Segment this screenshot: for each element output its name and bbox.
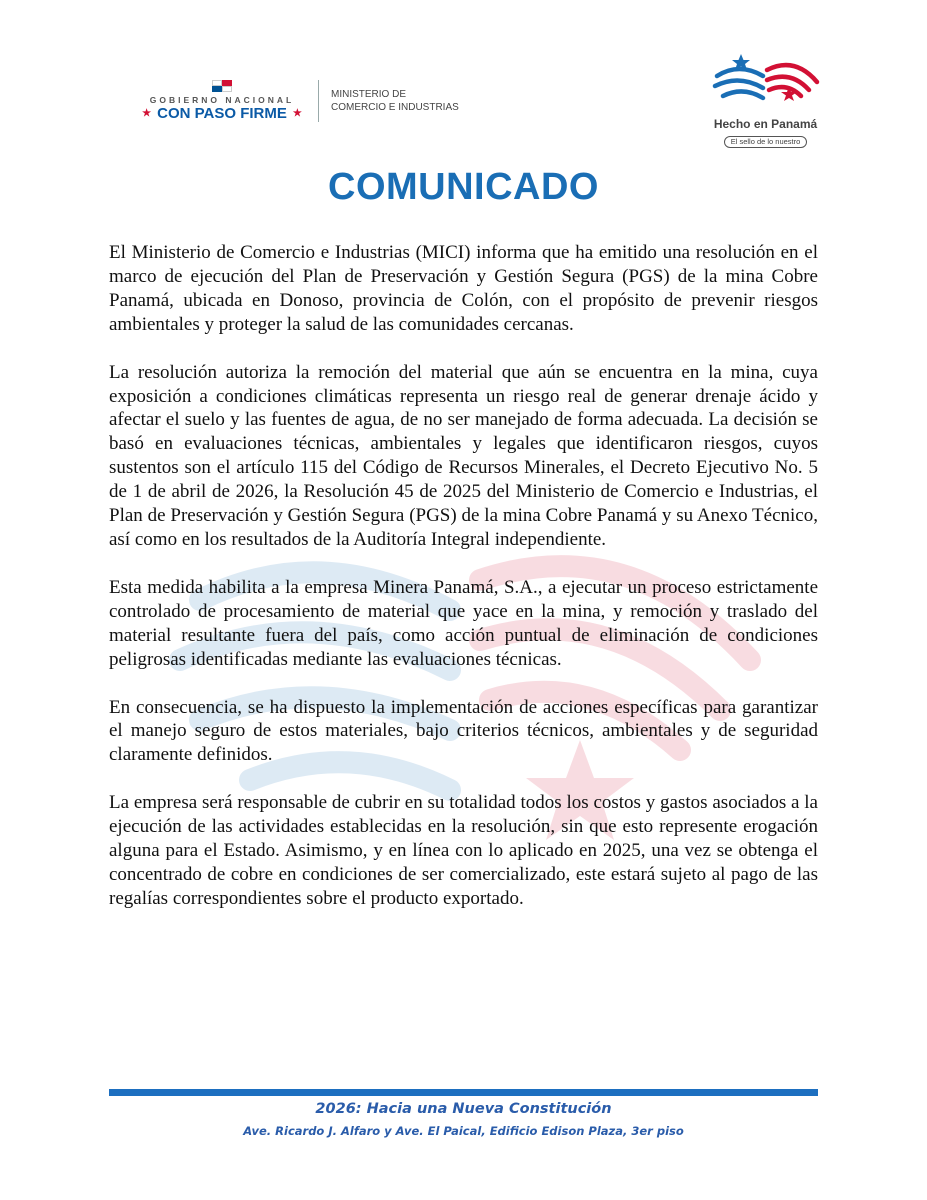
brand-title: Hecho en Panamá: [713, 117, 818, 131]
gobierno-nacional-logo: [138, 80, 306, 122]
brand-tagline: El sello de lo nuestro: [724, 136, 808, 148]
footer-motto: 2026: Hacia una Nueva Constitución: [315, 1101, 612, 1117]
ministry-line2: COMERCIO E INDUSTRIAS: [331, 102, 459, 113]
paragraph: Esta medida habilita a la empresa Minera Panamá, S.A., a ejecutar un proceso estrictamente controlado de procesamiento de material que yace en la mina, y remoción y traslado del material resultante fuera del país, como acción puntual de eliminación de condiciones peligrosas identificadas mediante las evaluaciones técnicas.: [109, 576, 818, 670]
star-icon: ★: [142, 108, 152, 119]
paragraph: La resolución autoriza la remoción del material que aún se encuentra en la mina, cuya exposición a condiciones climáticas representa un riesgo real de generar drenaje ácido y afectar el suelo y las fuentes de agua, de no ser manejado de forma adecuada. La decisión se basó en evaluaciones técnicas, ambientales y legales que identificaron riesgos, cuyos sustentos son el artículo 115 del Código de Recursos Minerales, el Decreto Ejecutivo No. 5 de 1 de abril de 2026, la Resolución 45 de 2025 del Ministerio de Comercio e Industrias, el Plan de Preservación y Gestión Segura (PGS) de la mina Cobre Panamá y su Anexo Técnico, así como en los resultados de la Auditoría Integral independiente.: [109, 361, 818, 550]
gov-line2-wrap: [142, 105, 302, 122]
gov-line2: CON PASO FIRME: [157, 105, 287, 122]
hecho-en-panama-emblem-icon: [711, 52, 821, 110]
ministry-name: [331, 88, 459, 114]
page-title: COMUNICADO: [328, 166, 599, 208]
paragraph: En consecuencia, se ha dispuesto la implementación de acciones específicas para garantizar el manejo seguro de estos materiales, bajo criterios técnicos, ambientales y de seguridad claramente definidos.: [109, 696, 818, 766]
footer-divider: [109, 1089, 818, 1096]
ministry-line1: MINISTERIO DE: [331, 89, 407, 100]
paragraph: La empresa será responsable de cubrir en su totalidad todos los costos y gastos asociados a la ejecución de las actividades establecidas en la resolución, sin que esto represente erogación alguna para el Estado. Asimismo, y en línea con lo aplicado en 2025, una vez se obtenga el concentrado de cobre en condiciones de ser comercializado, este estará sujeto al pago de las regalías correspondientes sobre el producto exportado.: [109, 792, 818, 909]
header-divider: [318, 80, 319, 122]
hecho-en-panama-logo: [708, 52, 823, 149]
government-header: [138, 80, 459, 122]
communique-body: [109, 241, 818, 935]
star-icon: ★: [292, 108, 302, 119]
gov-line1: GOBIERNO NACIONAL: [149, 95, 295, 105]
paragraph: El Ministerio de Comercio e Industrias (MICI) informa que ha emitido una resolución en el marco de ejecución del Plan de Preservación y Gestión Segura (PGS) de la mina Cobre Panamá, ubicada en Donoso, provincia de Colón, con el propósito de prevenir riesgos ambientales y proteger la salud de las comunidades cercanas.: [109, 242, 818, 335]
panama-flag-icon: [212, 80, 232, 92]
footer-address: Ave. Ricardo J. Alfaro y Ave. El Paical, Edificio Edison Plaza, 3er piso: [243, 1124, 684, 1138]
